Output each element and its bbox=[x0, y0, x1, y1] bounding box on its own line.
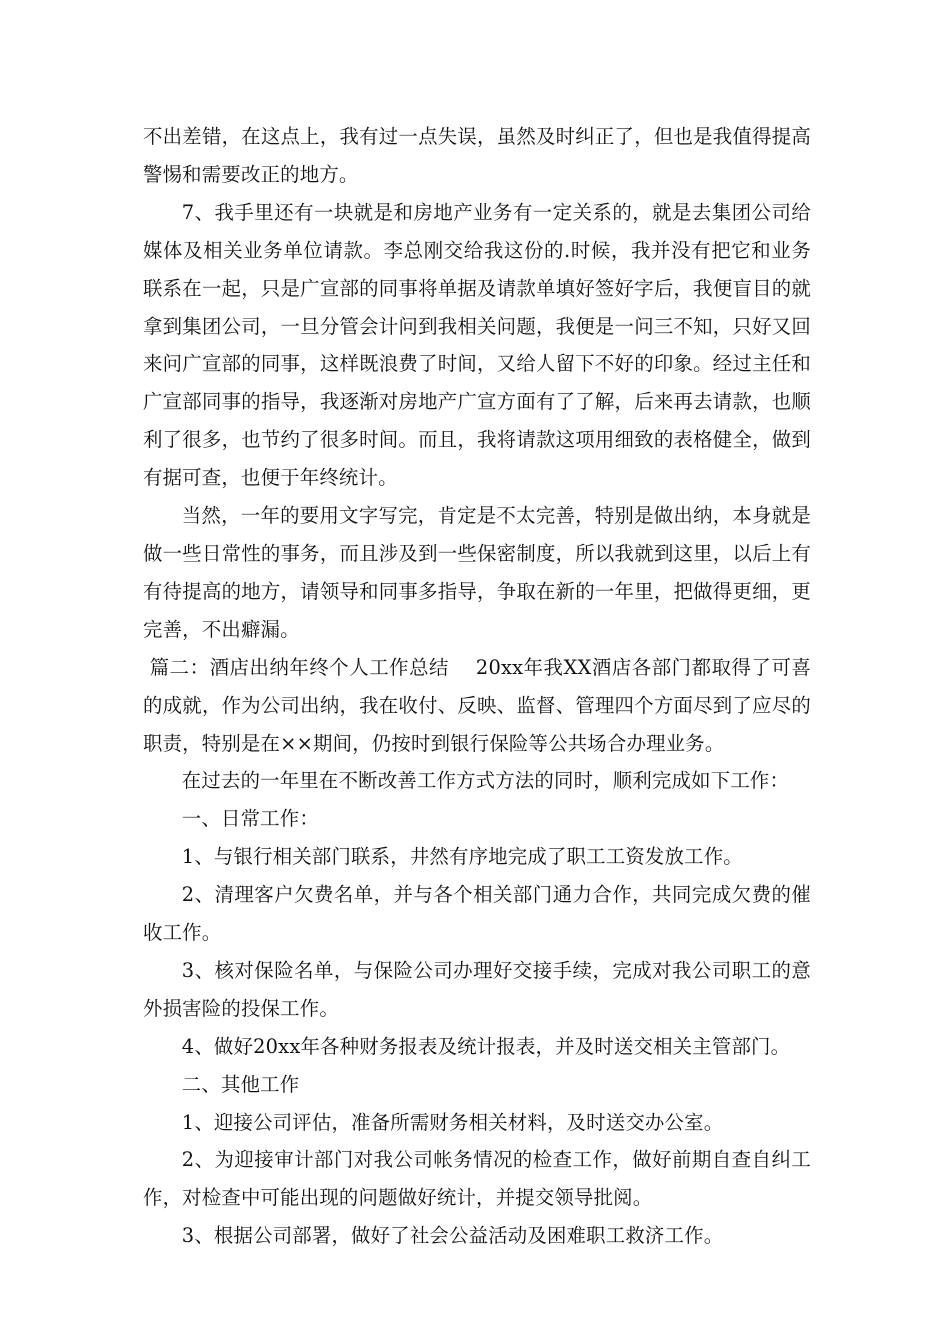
document-page bbox=[143, 118, 811, 1255]
paragraph-conclusion: 当然，一年的要用文字写完，肯定是不太完善，特别是做出纳，本身就是做一些日常性的事务，而且涉及到一些保密制度，所以我就到这里，以后上有有待提高的地方，请领导和同事多指导，争取在新的一年里，把做得更细，更完善，不出癖漏。 bbox=[143, 504, 811, 641]
paragraph-continuation: 不出差错，在这点上，我有过一点失误，虽然及时纠正了，但也是我值得提高警惕和需要改正的地方。 bbox=[143, 125, 811, 186]
paragraph-work-overview: 在过去的一年里在不断改善工作方式方法的同时，顺利完成如下工作： bbox=[181, 769, 790, 793]
list-item-daily-4: 4、做好20xx年各种财务报表及统计报表，并及时送交相关主管部门。 bbox=[181, 1034, 791, 1058]
list-item-other-3: 3、根据公司部署，做好了社会公益活动及困难职工救济工作。 bbox=[181, 1224, 724, 1248]
list-item-daily-1: 1、与银行相关部门联系，井然有序地完成了职工工资发放工作。 bbox=[181, 845, 743, 869]
heading-other-work: 二、其他工作 bbox=[181, 1072, 300, 1096]
heading-daily-work: 一、日常工作： bbox=[181, 807, 319, 831]
list-item-other-2: 2、为迎接审计部门对我公司帐务情况的检查工作，做好前期自查自纠工作，对检查中可能出现的问题做好统计，并提交领导批阅。 bbox=[143, 1148, 811, 1210]
paragraph-item-7-payment-requests: 7、我手里还有一块就是和房地产业务有一定关系的，就是去集团公司给媒体及相关业务单位请款。李总刚交给我这份的.时候，我并没有把它和业务联系在一起，只是广宣部的同事将单据及请款单填好签好字后，我便盲目的就拿到集团公司，一旦分管会计问到我相关问题，我便是一问三不知，只好又回来问广宣部的同事，这样既浪费了时间，又给人留下不好的印象。经过主任和广宣部同事的指导，我逐渐对房地产广宣方面有了了解，后来再去请款，也顺利了很多，也节约了很多时间。而且，我将请款这项用细致的表格健全，做到有据可查，也便于年终统计。 bbox=[143, 200, 811, 490]
list-item-daily-2: 2、清理客户欠费名单，并与各个相关部门通力合作，共同完成欠费的催收工作。 bbox=[143, 883, 811, 945]
list-item-other-1: 1、迎接公司评估，准备所需财务相关材料，及时送交办公室。 bbox=[181, 1110, 724, 1134]
list-item-daily-3: 3、核对保险名单，与保险公司办理好交接手续，完成对我公司职工的意外损害险的投保工作。 bbox=[143, 958, 811, 1020]
section-two-intro: 篇二：酒店出纳年终个人工作总结 20xx年我XX酒店各部门都取得了可喜的成就，作为公司出纳，我在收付、反映、监督、管理四个方面尽到了应尽的职责，特别是在××期间，仍按时到银行保险等公共场合办理业务。 bbox=[143, 655, 811, 755]
